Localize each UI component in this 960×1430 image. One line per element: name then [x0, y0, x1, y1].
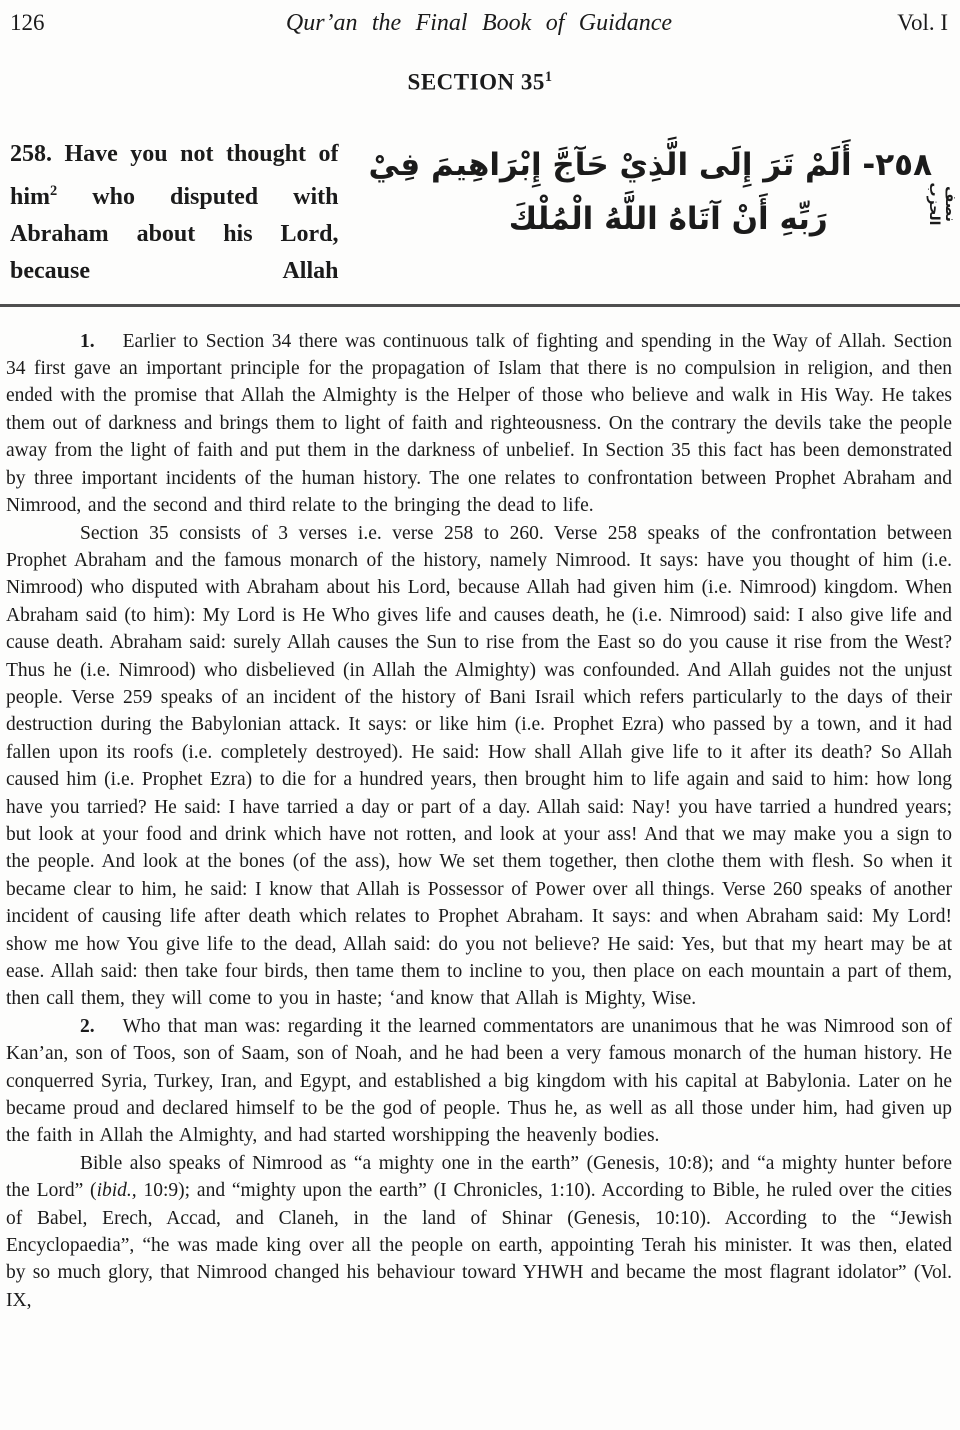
verse-translation-start: Have you not thought of him: [10, 140, 339, 210]
arabic-verse-line-2: رَبِّهِ أَنْ آتَاهُ اللَّهُ الْمُلْكَ: [508, 200, 828, 237]
arabic-verse-line-1: ٢٥٨- أَلَمْ تَرَ إِلَى الَّذِيْ حَآجَّ إِبْرَاهِيمَ فِيْ: [368, 146, 932, 183]
running-head: [0, 0, 960, 37]
verse-arabic: [338, 136, 950, 290]
verse-block: [0, 136, 960, 290]
note-1-para-2-text: Section 35 consists of 3 verses i.e. verse 258 to 260. Verse 258 speaks of the confrontation between Prophet Abraham and the famous monarch of the history, namely Nimrood. It says: have you thought of him (i.e. Nimrood) who disputed with Abraham about his Lord, because Allah had given him (i.e. Nimrood) kingdom. When Abraham said (to him): My Lord is He Who gives life and causes death, he (i.e. Nimrood) said: I also give life and cause death. Abraham said: surely Allah causes the Sun to rise from the East so do you cause it rise from the West? Thus he (i.e. Nimrood) who disbelieved (in Allah the Almighty) was confounded. And Allah guides not the unjust people. Verse 259 speaks of an incident of the history of Bani Israil which refers particularly to the days of their destruction during the Babylonian attack. It says: or like him (i.e. Prophet Ezra) who passed by a town, and it had fallen upon its roofs (i.e. completely destroyed). He said: How shall Allah give life to it after its death? So Allah caused him (i.e. Prophet Ezra) to die for a hundred years, then brought him to life again and said to him: how long have you tarried? He said: I have tarried a day or part of a day. Allah said: Nay! you have tarried a hundred years; but look at your food and drink which have not rotten, and look at your ass! And that we may make you a sign to the people. And look at the bones (of the ass), how We set them together, then clothe them with flesh. So when it became clear to him, he said: I know that Allah is Possessor of Power over all things. Verse 260 speaks of another incident of causing life after death which relates to Prophet Abraham. It says: and when Abraham said: My Lord! show me how You give life to the dead, Allah said: do you not believe? He said: Yes, but that my heart may be at ease. Allah said: then take four birds, then tame them to incline to you, then place on each mountain a part of them, then call them, they will come to you in haste; ‘and know that Allah is Mighty, Wise.: [6, 522, 952, 1010]
volume-label: Vol. I: [897, 10, 948, 35]
section-heading-text: SECTION 35: [407, 69, 545, 95]
verse-number: 258.: [10, 140, 52, 167]
commentary-note-2-para-2: [6, 1150, 952, 1314]
commentary-note-1-para-2: [6, 520, 952, 1013]
verse-footnote-ref: 2: [50, 182, 58, 199]
note-1-para-1-text: Earlier to Section 34 there was continuous talk of fighting and spending in the Way of Allah. Section 34 first gave an important principle for the propagation of Islam that there is no compulsion in religion, and then ended with the promise that Allah the Almighty is the Helper of those who believe and walk in His Way. He takes them out of darkness and brings them to light of faith and righteousness. On the contrary the devils take the people away from the light of faith and put them in the darkness of unbelief. In Section 35 this fact has been demonstrated by three important incidents of the human history. The one relates to confrontation between Prophet Abraham and Nimrood, and the second and third relate to the bringing the dead to life.: [6, 330, 952, 517]
verse-translation: [10, 136, 338, 290]
page-number: 126: [10, 10, 45, 35]
verse-translation-end: who disputed with Abraham about his Lord, because Allah: [10, 183, 339, 284]
note-2-para-2-part-2: 10:9); and “mighty upon the earth” (I Chronicles, 1:10). According to Bible, he ruled over the cities of Babel, Erech, Accad, and Claneh, in the land of Shinar (Genesis, 10:10). According to the “Jewish Encyclopaedia”, “he was made king over all the people on earth, appointing Terah his minister. It was then, elated by so much glory, that Nimrood changed his behaviour toward YHWH and became the most flagrant idolator” (Vol. IX,: [6, 1180, 953, 1311]
note-2-para-2-part-1: Bible also speaks of Nimrood as “a mighty one in the earth” (Genesis, 10:8); and “a mighty hunter before the Lord” (: [6, 1152, 952, 1202]
running-title: Qur’an the Final Book of Guidance: [285, 10, 673, 36]
commentary-note-2-para-1: [6, 1013, 952, 1150]
commentary-note-1-para-1: [6, 328, 952, 520]
section-heading: [0, 69, 960, 96]
note-2-para-1-text: Who that man was: regarding it the learned commentators are unanimous that he was Nimrood son of Kan’an, son of Toos, son of Saam, son of Noah, and he had been a very famous monarch of the human history. He conquerred Syria, Turkey, Iran, and Egypt, and established a big kingdom with his capital at Babylonia. Later on he became proud and declared himself to be the god of people. Thus he, as well as all those under him, had given up the faith in Allah the Almighty, and had started worshipping the heavenly bodies.: [6, 1015, 952, 1147]
section-footnote-ref: 1: [544, 69, 553, 85]
margin-ruku-marker: نصف الحزب: [926, 182, 958, 226]
note-2-para-2-ibid: ibid.,: [96, 1180, 137, 1202]
note-2-label: 2.: [80, 1015, 95, 1037]
commentary-body: [0, 307, 960, 1315]
note-1-label: 1.: [80, 330, 95, 352]
